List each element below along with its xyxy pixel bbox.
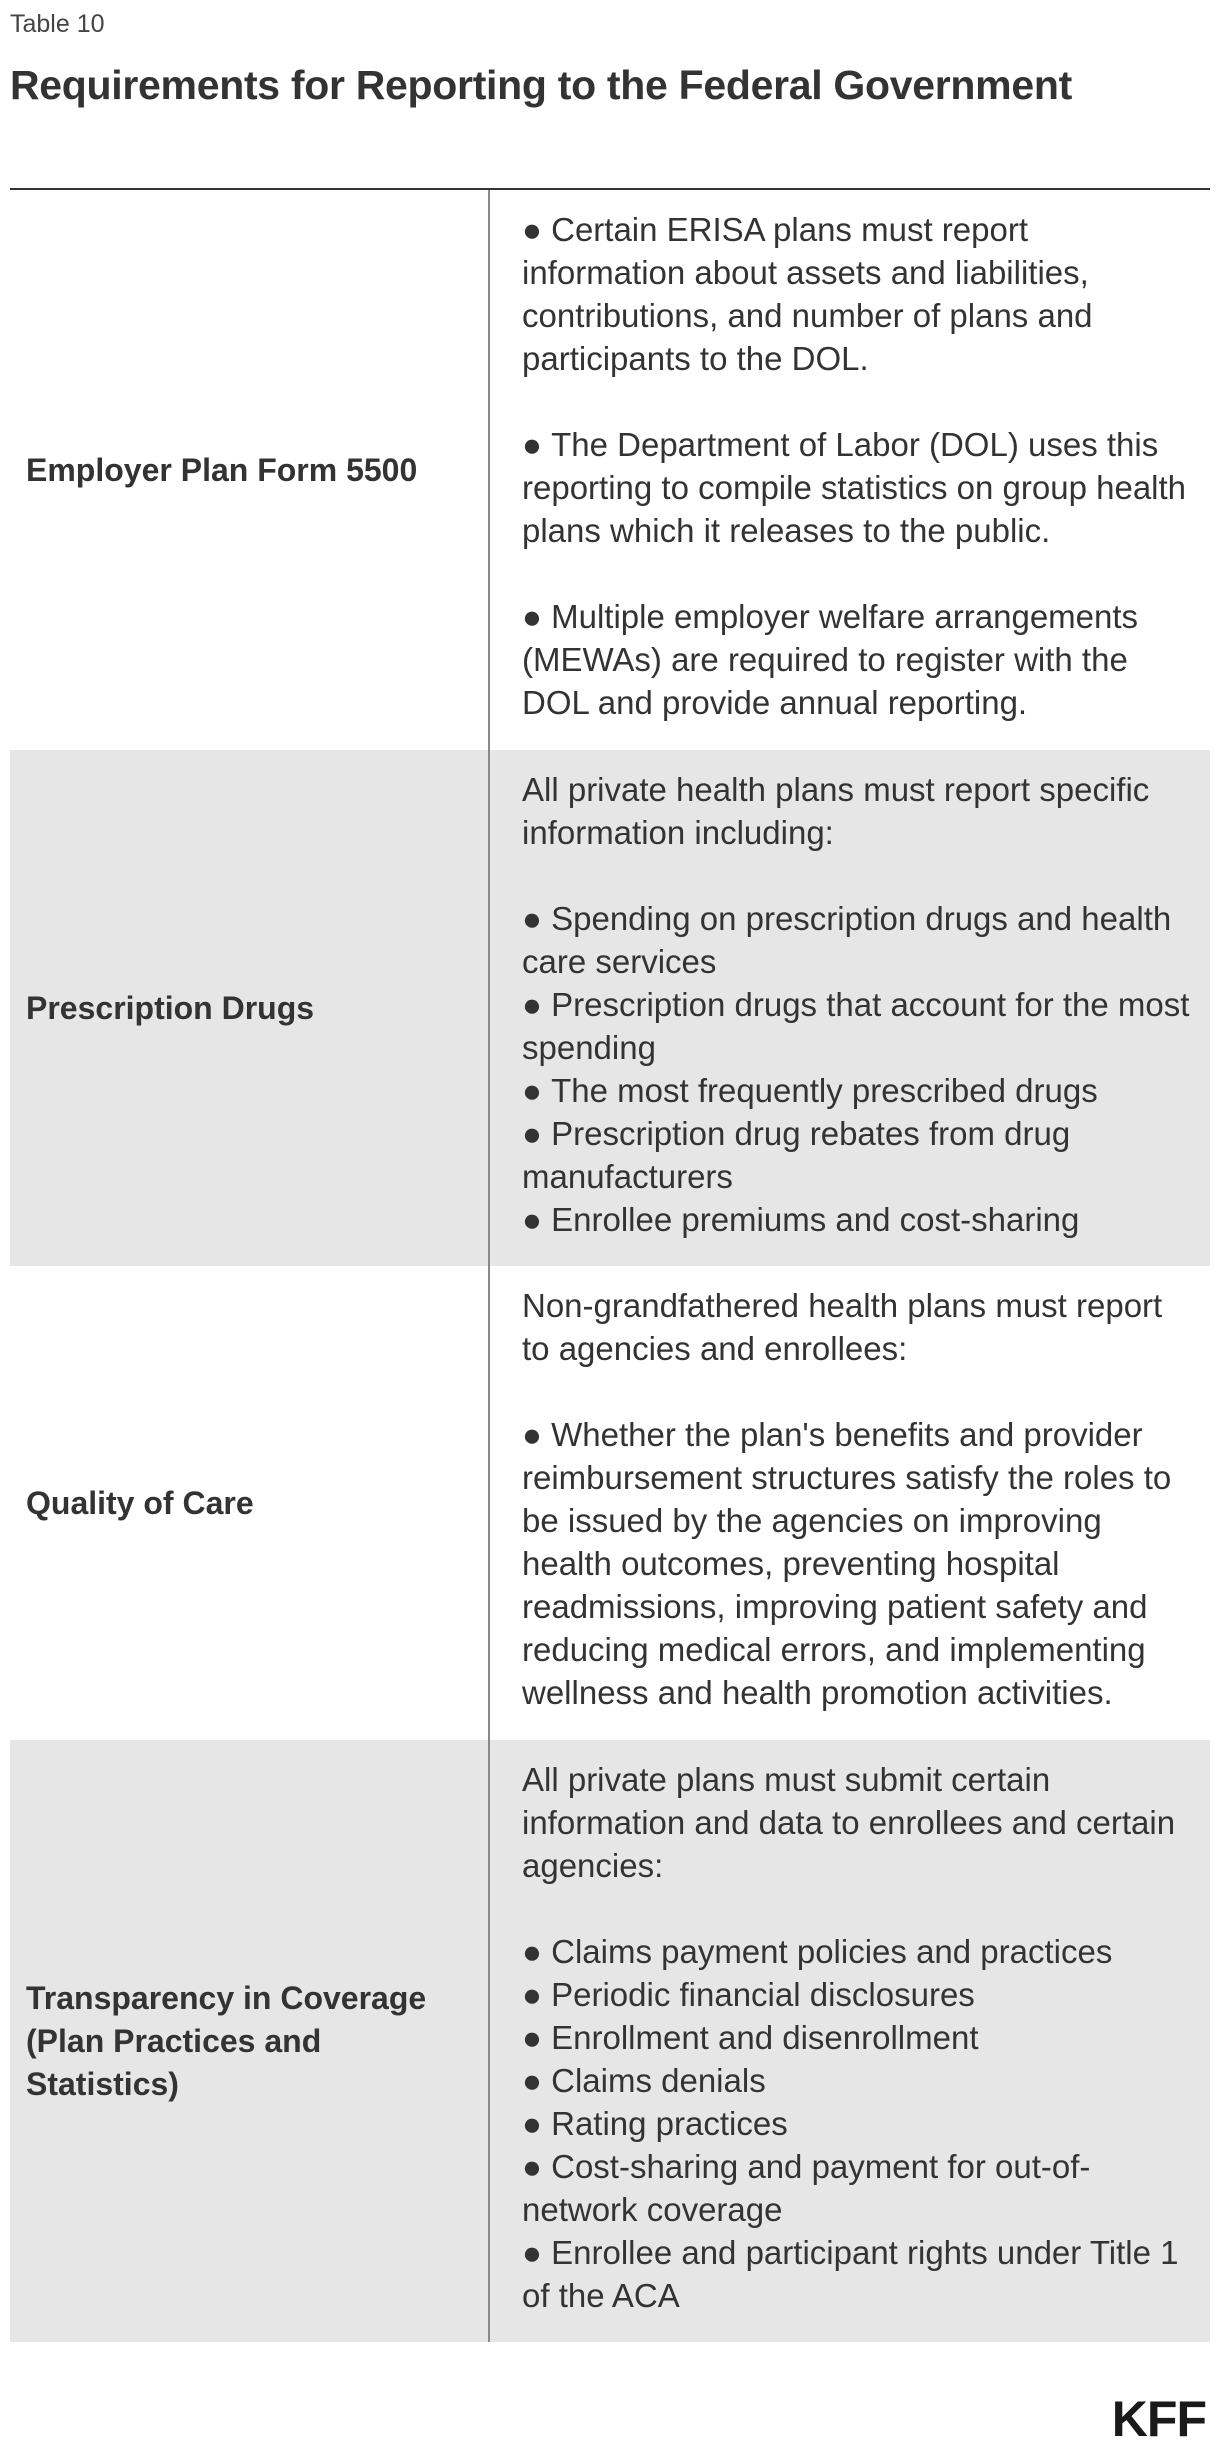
list-item: ● Periodic financial disclosures (522, 1973, 1194, 2016)
row-description (490, 190, 1210, 750)
row-intro: Non-grandfathered health plans must report to agencies and enrollees: (522, 1287, 1163, 1367)
list-item: ● Enrollee and participant rights under Title 1 of the ACA (522, 2231, 1194, 2317)
row-description (490, 1740, 1210, 2342)
table-row (10, 750, 1210, 1266)
list-item: ● Enrollee premiums and cost-sharing (522, 1198, 1194, 1241)
list-item: ● Enrollment and disenrollment (522, 2016, 1194, 2059)
row-label: Prescription Drugs (10, 750, 490, 1266)
list-item: ● The Department of Labor (DOL) uses this reporting to compile statistics on group health plans which it releases to the public. (522, 423, 1194, 552)
list-item: ● Rating practices (522, 2102, 1194, 2145)
list-item: ● Prescription drugs that account for the most spending (522, 983, 1194, 1069)
row-intro: All private health plans must report specific information including: (522, 771, 1150, 851)
row-description (490, 750, 1210, 1266)
list-item: ● Certain ERISA plans must report information about assets and liabilities, contributions, and number of plans and participants to the DOL. (522, 208, 1194, 380)
list-item: ● Claims denials (522, 2059, 1194, 2102)
table-row (10, 1740, 1210, 2342)
page-title: Requirements for Reporting to the Federal Government (10, 62, 1072, 108)
table-label: Table 10 (10, 10, 105, 38)
list-item: ● Multiple employer welfare arrangements (MEWAs) are required to register with the DOL and provide annual reporting. (522, 595, 1194, 724)
list-item: ● Spending on prescription drugs and health care services (522, 897, 1194, 983)
table-row (10, 190, 1210, 750)
list-item: ● Claims payment policies and practices (522, 1930, 1194, 1973)
table-row (10, 1266, 1210, 1740)
row-label: Employer Plan Form 5500 (10, 190, 490, 750)
list-item: ● Whether the plan's benefits and provider reimbursement structures satisfy the roles to be issued by the agencies on improving health outcomes, preventing hospital readmissions, improving patient safety and reducing medical errors, and implementing wellness and health promotion activities. (522, 1413, 1194, 1714)
list-item: ● Prescription drug rebates from drug manufacturers (522, 1112, 1194, 1198)
list-item: ● The most frequently prescribed drugs (522, 1069, 1194, 1112)
row-intro: All private plans must submit certain information and data to enrollees and certain agencies: (522, 1761, 1176, 1884)
kff-logo: KFF (1111, 2391, 1206, 2447)
row-label: Transparency in Coverage (Plan Practices and Statistics) (10, 1740, 490, 2342)
row-description (490, 1266, 1210, 1740)
list-item: ● Cost-sharing and payment for out-of-network coverage (522, 2145, 1194, 2231)
requirements-table (10, 190, 1210, 2342)
row-label: Quality of Care (10, 1266, 490, 1740)
